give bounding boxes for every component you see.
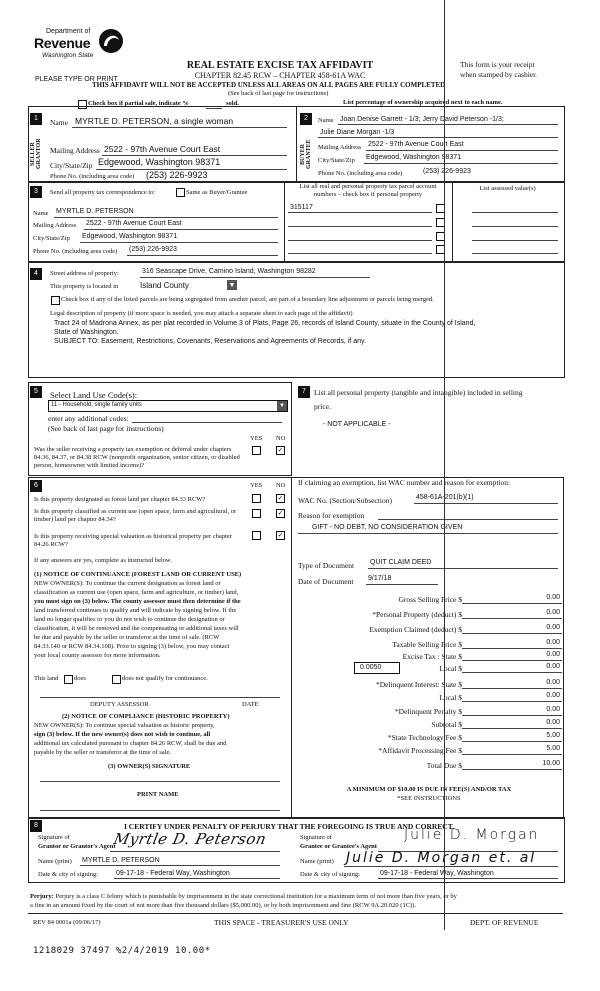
section-1-number: 1 [30, 113, 42, 125]
taxable-value: 0.00 [546, 639, 560, 646]
seller-address-label: Mailing Address [50, 146, 100, 155]
state-tax-value: 0.00 [546, 651, 560, 658]
additional-codes-line [132, 422, 282, 423]
forest-q3: Is this property receiving special valuation as historical property per chapter 84.26 RCW? [34, 533, 232, 548]
grantee-sig-label-b: Grantee or Grantee's Agent [300, 843, 377, 850]
dept-label: DEPT. OF REVENUE [470, 918, 539, 927]
seller-address-line [102, 155, 287, 156]
partial-sale-sold: sold. [226, 100, 239, 107]
does-not-label: does not qualify for continuance. [122, 675, 208, 682]
treasurer-label: THIS SPACE - TREASURER'S USE ONLY [214, 918, 349, 927]
receipt-note-1: This form is your receipt [460, 60, 535, 69]
seller-phone-label: Phone No. (including area code) [50, 173, 135, 180]
correspondence-divider [284, 181, 285, 261]
county-dropdown-button[interactable]: ▼ [228, 281, 236, 289]
cashier-stamp: 1218029 37497 %2/4/2019 10.00* [33, 946, 211, 956]
buyer-name-label: Name [318, 117, 334, 124]
forest-if-yes: If any answers are yes, complete as instructed below. [34, 557, 172, 564]
total-line [462, 769, 562, 770]
notice1-line-4: land transferred continues to qualify and will indicate by signing below. If the [34, 607, 237, 614]
buyer-phone: (253) 226-9923 [423, 168, 471, 175]
buyer-name-1: Joan Denise Garrett - 1/3; Jerry David Peterson -1/3; [340, 116, 504, 123]
section-6-number: 6 [30, 480, 42, 492]
interest-state-line [462, 688, 562, 689]
exemption-claimed-line [462, 633, 562, 634]
buyer-city: Edgewood, Washington 98371 [366, 154, 462, 161]
logo-revenue: Revenue [34, 35, 91, 51]
street-label: Street address of property: [50, 270, 119, 277]
grantee-sig-label-a: Signature of [300, 834, 332, 841]
grantor-sig-label-a: Signature of [38, 834, 70, 841]
county-label: This property is located in [50, 283, 119, 290]
buyer-name-line-2 [318, 137, 558, 138]
local-tax-line [462, 672, 562, 673]
form-subtitle: CHAPTER 82.45 RCW – CHAPTER 458-61A WAC [194, 71, 366, 80]
land-use-selected: 11 - Household, single family units [51, 402, 142, 408]
section-2-number: 2 [300, 113, 312, 125]
corr-address: 2522 - 97th Avenue Court East [86, 220, 182, 227]
section-3-number: 3 [30, 186, 42, 198]
seller-phone: (253) 226-9923 [146, 170, 208, 180]
dor-swirl-icon [98, 28, 124, 54]
reason-line [378, 519, 558, 520]
exemption-yes-checkbox[interactable] [252, 446, 261, 455]
seller-side-label: SELLER GRANTOR [30, 138, 42, 170]
corr-name: MYRTLE D. PETERSON [56, 208, 134, 215]
assessed-line-4 [472, 253, 558, 254]
doc-date-line [366, 584, 438, 585]
local-tax-label: Local $ [439, 664, 462, 673]
seller-name-label: Name [50, 118, 68, 127]
section-7-number: 7 [298, 386, 310, 398]
parcel-line-1 [288, 212, 432, 213]
grantee-name-label: Name (print) [300, 858, 334, 865]
exemption-claimed-label: Exemption Claimed (deduct) $ [369, 625, 462, 634]
reason-label: Reason for exemption [298, 511, 365, 520]
personal-value: 0.00 [546, 609, 560, 616]
forest-yes-header: YES [250, 482, 263, 489]
county-value: Island County [140, 281, 189, 290]
penalty-value: 0.00 [546, 706, 560, 713]
corr-city: Edgewood, Washington 98371 [82, 233, 178, 240]
corr-phone: (253) 226-9923 [129, 246, 177, 253]
perjury-line-1 [30, 893, 566, 900]
does-not-checkbox[interactable] [112, 675, 121, 684]
state-tax-line [462, 660, 562, 661]
subtotal-value: 0.00 [546, 719, 560, 726]
grantor-name: MYRTLE D. PETERSON [82, 857, 160, 864]
section-5-number: 5 [30, 386, 42, 398]
forest-q2: Is this property classified as current use (open space, farm and agricultural, or timber) land per chapter 84.34? [34, 508, 237, 523]
legal-line-1: Tract 24 of Madrona Annex, as per plat recorded in Volume 3 of Plats, Page 26, records of Island County, situate in the County of Island, [54, 320, 476, 327]
receipt-note-2: when stamped by cashier. [460, 70, 538, 79]
buyer-address: 2522 - 97th Avenue Court East [368, 141, 464, 148]
tech-fee-value: 5.00 [546, 732, 560, 739]
interest-local-value: 0.00 [546, 692, 560, 699]
parcel-line-2 [288, 226, 432, 227]
processing-fee-value: 5.00 [546, 745, 560, 752]
perjury-text-1: Perjury is a class C felony which is punishable by imprisonment in the state correctional institution for a maximum term of not more than five years, or by [53, 893, 457, 900]
notice2-line-2: sign (3) below. If the new owner(s) does not wish to continue, all [34, 731, 211, 738]
land-use-select[interactable] [48, 400, 288, 412]
exemption-claim-label: If claiming an exemption, list WAC number and reason for exemption: [298, 478, 511, 487]
personal-property-label-a: List all personal property (tangible and intangible) included in selling [314, 388, 523, 397]
additional-codes-label: enter any additional codes: [48, 414, 129, 423]
buyer-side-label: BUYER GRANTEE [300, 139, 312, 169]
grantor-sig-label-b: Grantor or Grantor's Agent [38, 843, 116, 850]
notice1-line-5: land no longer qualifies or you do not wish to continue the designation or [34, 616, 225, 623]
reason-value: GIFT - NO DEBT, NO CONSIDERATION GIVEN [312, 524, 463, 531]
notice1-line-9: your local county assessor for more information. [34, 652, 161, 659]
legal-label: Legal description of property (if more space is needed, you may attach a separate sheet to each page of the affidavit) [50, 310, 353, 317]
partial-sale-label: Check box if partial sale, indicate % [88, 100, 189, 107]
print-name-line [40, 810, 280, 811]
grantor-name-line [80, 865, 280, 866]
interest-state-label: *Delinquent Interest: State $ [375, 680, 462, 689]
grantee-date: 09-17-18 - Federal Way, Washington [380, 870, 494, 877]
deputy-line [40, 697, 280, 698]
grantor-sig-line [110, 851, 280, 852]
land-use-dropdown-icon: ▼ [277, 401, 287, 411]
notice2-line-1: NEW OWNER(S): To continue special valuation as historic property, [34, 722, 215, 729]
doc-type-value: QUIT CLAIM DEED [370, 559, 432, 566]
does-label: does [74, 675, 86, 682]
same-as-buyer-checkbox[interactable] [176, 188, 185, 197]
corr-name-label: Name [33, 210, 49, 217]
owner-signature-label: (3) OWNER(S) SIGNATURE [108, 763, 191, 770]
assessed-line-2 [472, 226, 558, 227]
gross-line [462, 603, 562, 604]
corr-address-label: Mailing Address [33, 222, 77, 229]
segregated-checkbox[interactable] [51, 296, 60, 305]
state-tax-label: Excise Tax : State $ [402, 652, 462, 661]
section-8-number: 8 [30, 820, 42, 832]
notice1-line-6: classification, it will be removed and the compensating or additional taxes will [34, 625, 239, 632]
seller-name: MYRTLE D. PETERSON, a single woman [75, 116, 234, 126]
corr-phone-line [127, 255, 278, 256]
total-label: Total Due $ [426, 761, 462, 770]
corr-city-line [80, 242, 278, 243]
grantor-grantee-divider [296, 106, 297, 181]
exemption-no-checkbox[interactable]: ✓ [277, 446, 284, 454]
subtotal-label: Subtotal $ [431, 720, 462, 729]
interest-state-value: 0.00 [546, 679, 560, 686]
forest-q1-no[interactable]: ✓ [277, 494, 284, 502]
parcel-line-3 [288, 240, 432, 241]
buyer-address-line [366, 150, 558, 151]
personal-line [462, 618, 562, 619]
same-as-buyer-label: Same as Buyer/Grantee [186, 189, 248, 196]
buyer-name-line-1 [338, 124, 558, 125]
buyer-city-label: City/State/Zip [318, 157, 355, 164]
does-checkbox[interactable] [64, 675, 73, 684]
tech-fee-line [462, 741, 562, 742]
please-type: PLEASE TYPE OR PRINT [35, 76, 118, 83]
notice1-line-8: 84.33.140 or RCW 84.34.108). Prior to signing (3) below, you may contact [34, 643, 230, 650]
tax-rate-box[interactable] [354, 662, 400, 674]
forest-q2-yes[interactable] [252, 509, 261, 518]
assessed-line-3 [472, 240, 558, 241]
parcel-header-a: List all real and personal property tax parcel account [299, 183, 437, 190]
parcel-1: 315117 [290, 204, 313, 211]
legal-line-2: State of Washington. [54, 329, 119, 336]
assessed-line-1 [472, 212, 558, 213]
local-tax-value: 0.00 [546, 663, 560, 670]
reason-line-2 [298, 533, 558, 534]
penalty-label: *Delinquent Penalty $ [394, 707, 462, 716]
corr-phone-label: Phone No. (including area code) [33, 248, 118, 255]
minimum-note: A MINIMUM OF $10.00 IS DUE IN FEE(S) AND/OR TAX [346, 786, 512, 793]
interest-local-label: Local $ [439, 693, 462, 702]
seller-name-line [72, 127, 287, 128]
doc-type-line [368, 568, 558, 569]
street-address: 316 Seascape Drive, Camino Island, Washington 98282 [142, 268, 316, 275]
grantor-date-line [114, 878, 280, 879]
personal-property-value: - NOT APPLICABLE - [323, 421, 391, 428]
forest-q1: Is this property designated as forest land per chapter 84.33 RCW? [34, 496, 206, 503]
form-notice: THIS AFFIDAVIT WILL NOT BE ACCEPTED UNLESS ALL AREAS ON ALL PAGES ARE FULLY COMPLETED [92, 81, 446, 89]
processing-fee-label: *Affidavit Processing Fee $ [378, 746, 462, 755]
buyer-address-label: Mailing Address [318, 144, 362, 151]
perjury-line-2: a fine in an amount fixed by the court of not more than five thousand dollars ($5,000.00), or by both imprisonment and fine (RCW 9A.20.020 (1C)). [30, 902, 417, 909]
grantee-date-label: Date & city of signing: [300, 871, 360, 878]
logo-state: Washington State [42, 52, 94, 59]
exemption-no: NO [276, 435, 286, 442]
scan-artifact-line [444, 0, 445, 930]
grantor-date-label: Date & city of signing: [38, 871, 98, 878]
notice1-line-3: you must sign on (3) below. The county assessor must then determine if the [34, 598, 241, 605]
grantee-signature: Julie D. Morgan [404, 827, 540, 843]
notice1-title: (1) NOTICE OF CONTINUANCE (FOREST LAND OR CURRENT USE) [34, 571, 242, 578]
logo-dept-of: Department of [46, 28, 91, 35]
grantor-signature: Myrtle D. Peterson [112, 830, 269, 848]
personal-label: *Personal Property (deduct) $ [372, 610, 462, 619]
print-name-label: PRINT NAME [137, 791, 179, 798]
notice2-line-3: additional tax calculated pursuant to chapter 84.26 RCW, shall be due and [34, 740, 227, 747]
taxable-label: Taxable Selling Price $ [392, 640, 462, 649]
penalty-line [462, 715, 562, 716]
certify-statement: I CERTIFY UNDER PENALTY OF PERJURY THAT THE FOREGOING IS TRUE AND CORRECT. [124, 822, 455, 831]
forest-q2-no[interactable]: ✓ [277, 509, 284, 517]
land-use-label: Select Land Use Code(s): [50, 390, 138, 400]
interest-local-line [462, 701, 562, 702]
notice1-line-7: be due and payable by the seller or transferor at the time of sale. (RCW [34, 634, 220, 641]
personal-property-label-b: price. [314, 402, 331, 411]
exemption-yes: YES [250, 435, 263, 442]
processing-fee-line [462, 754, 562, 755]
forest-q3-yes[interactable] [252, 531, 261, 540]
corr-address-line [84, 229, 278, 230]
correspondence-label: Send all property tax correspondence to: [50, 189, 156, 196]
legal-line-3: SUBJECT TO: Easement, Restrictions, Covenants, Reservations and Agreements of Records, if any. [54, 338, 366, 345]
this-land-label: This land [34, 675, 59, 682]
tax-rate: 0.0050 [360, 664, 382, 671]
forest-q3-no[interactable]: ✓ [277, 531, 284, 539]
exemption-question: Was the seller receiving a property tax exemption or deferral under chapters 84.36, 84.37, or 84.38 RCW (nonprofit organization, senior citizen, or disabled person, homeowner with limited income)? [34, 446, 240, 469]
form-title: REAL ESTATE EXCISE TAX AFFIDAVIT [186, 60, 374, 71]
corr-city-label: City/State/Zip [33, 235, 70, 242]
dor-logo [34, 28, 144, 66]
grantor-date: 09-17-18 - Federal Way, Washington [116, 870, 230, 877]
seller-city-label: City/State/Zip [50, 161, 93, 170]
see-instructions: *SEE INSTRUCTIONS [397, 795, 461, 802]
buyer-phone-label: Phone No. (including area code) [318, 170, 403, 177]
grantee-date-line [378, 878, 558, 879]
owner-signature-line [40, 781, 280, 782]
seller-address: 2522 - 97th Avenue Court East [104, 144, 221, 154]
doc-date-label: Date of Document [298, 577, 354, 586]
buyer-name-2: Julie Diane Morgan -1/3 [320, 129, 395, 136]
gross-label: Gross Selling Price $ [398, 595, 462, 604]
wac-label: WAC No. (Section/Subsection) [298, 496, 392, 505]
exemption-claimed-value: 0.00 [546, 624, 560, 631]
form-see-back: (See back of last page for instructions) [228, 90, 329, 97]
perjury-bold: Perjury: [30, 893, 54, 900]
grantee-name-line [344, 866, 558, 867]
doc-type-label: Type of Document [298, 561, 355, 570]
seller-city: Edgewood, Washington 98371 [98, 157, 221, 167]
notice1-line-2: classification as current use (open space, farm and agriculture, or timber) land, [34, 589, 239, 596]
notice2-title: (2) NOTICE OF COMPLIANCE (HISTORIC PROPERTY) [62, 713, 230, 720]
gross-value: 0.00 [546, 594, 560, 601]
taxable-line [462, 648, 562, 649]
grantor-name-label: Name (print) [38, 858, 72, 865]
parcel-line-4 [288, 253, 432, 254]
wac-line [414, 503, 558, 504]
doc-date-value: 9/17/18 [368, 575, 392, 582]
parcel-header-b: numbers – check box if personal property [313, 191, 423, 198]
notice2-line-4: payable by the seller or transferor at the time of sale. [34, 749, 171, 756]
rev-form-number: REV 84 0001a (09/06/17) [33, 919, 101, 926]
land-use-see-back: (See back of last page for instructions) [48, 424, 164, 433]
assessed-divider [452, 181, 453, 261]
segregated-label: Check box if any of the listed parcels are being segregated from another parcel, are part of a boundary line adjustment or parcels being merged. [61, 296, 434, 303]
assessed-header: List assessed value(s) [479, 185, 536, 192]
wac-value: 458-61A-201(b)(1) [416, 494, 474, 501]
forest-q1-yes[interactable] [252, 494, 261, 503]
section-4-number: 4 [30, 268, 42, 280]
subtotal-line [462, 728, 562, 729]
deputy-date-label: DATE [242, 701, 259, 708]
corr-name-line [54, 217, 278, 218]
footer-rule [28, 913, 563, 914]
total-value: 10.00 [542, 760, 560, 767]
street-line [140, 277, 370, 278]
deputy-label: DEPUTY ASSESSOR [90, 701, 149, 708]
forest-no-header: NO [276, 482, 286, 489]
notice1-line-1: NEW OWNER(S): To continue the current designation as forest land or [34, 580, 221, 587]
ownership-label: List percentage of ownership acquired next to each name. [343, 99, 503, 106]
buyer-city-line [364, 163, 558, 164]
tech-fee-label: *State Technology Fee $ [387, 733, 462, 742]
grantee-name: Julie D. Morgan et. al [346, 850, 537, 866]
